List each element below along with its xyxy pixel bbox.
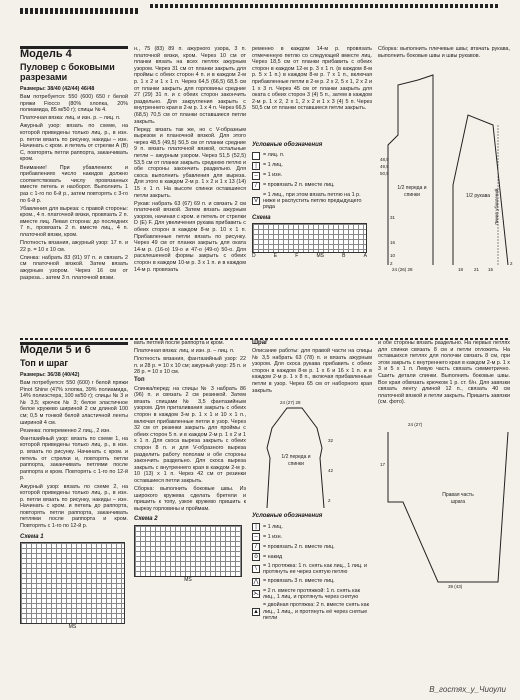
pattern-svg (378, 65, 518, 275)
legend-item: / = провязать 2 п. вместе лиц. (252, 182, 372, 190)
scheme-label: MS (184, 576, 192, 583)
paragraph: Размеры: 38/40 (42/44) 46/48 (20, 86, 95, 92)
legend-item: ▲ = двойная протяжка: 2 п. вместе снять как лиц., 1 лиц., и протянуть её через снятые петли (253, 602, 369, 622)
dimension-label: 31 (390, 215, 396, 221)
legend-symbol: ⋀ (253, 578, 259, 585)
legend-symbol: / (252, 182, 260, 190)
top-pattern-diagram (252, 398, 372, 513)
paragraph: Спинка: набрать 83 (91) 97 п. и связать 2 см платочной вязкой. Затем вязать ажурным узором. Через 16 см от разреза... затем 3 п. платочной вязки. (20, 254, 128, 281)
legend-symbol: – (252, 172, 260, 180)
model4-scheme-grid (252, 223, 367, 253)
dimension-label: 2 (510, 261, 513, 267)
shrug-outline (388, 432, 508, 582)
pattern-label: 1/2 переда и спинки (397, 185, 427, 198)
paragraph: Плотность вязания, ажурный узор: 17 п. и 22 р. = 10 х 10 см. (20, 240, 128, 253)
paragraph: ременно в каждом 14-м р. провязать отмеченную петлю со следующей вместе лиц. Через 18,5 см от планки прибавить с обеих сторон в каждом 12-м р. 3 х 1 п. (в каждом 8-м р. 5 х 1 п.) в каждом 8-м р. 7 х 1 п., включая прибавленные петли в 2-м р. 2 х 2, 5 х 1, 2 х 2 и 1 х 3 п. Через 45 см от планки закрыть для оката с обеих сторон 3 (4) 5 п., затем в каждом 2-м р. 1 х 2, 2 х 1, 2 х 2 и 1 х 3 (4) 5 п. Через 50,5 см от планки оставшиеся петли закрыть. (252, 46, 372, 112)
scheme1-title: Схема 1 (20, 533, 44, 540)
dimension-label: 49,5 (380, 164, 389, 170)
dimension-label: 15 (488, 267, 494, 273)
top-decoration (150, 4, 500, 8)
paragraph: Ажурный узор: вязать по схеме 2, на которой приведены только лиц. р., в изн. р. петли вязать по рисунку, накиды – изн. Начинать с кром. и петель до раппорта, повторять петли раппорта, заканчивать петлями после раппорта и кром. Повторять с 1-го по 12-й р. (20, 483, 128, 530)
paragraph: Платочная вязка: лиц. и изн. р. – лиц. п. (134, 348, 235, 355)
dimension-label: 16 (390, 240, 396, 246)
legend-item: ⋋ = 2 п. вместе протяжкой: 1 п. снять как лиц., 1 лиц. и протянуть через снятую (253, 587, 360, 601)
paragraph: Вам потребуется: 550 (600) 650 г белой пряжи Fiocco (80% хлопка, 20% полиамида, 85 м/50 г); спицы № 4. (20, 94, 128, 114)
dimension-label: 39 (43) (448, 583, 463, 589)
legend-symbol: ▲ (253, 609, 259, 616)
shrug-pattern-diagram (378, 412, 510, 592)
dimension-label: 32 (328, 438, 334, 444)
legend-item: = лиц. п. (252, 152, 372, 160)
paragraph: Ажурный узор: вязать по схеме, на которой приведены только лиц. р., в изн. р. петли вязать по рисунку, накиды – изн. Начинать с кром. и петель от стрелки А (В) С, повторять петли раппорта, заканчивать кром. (20, 123, 128, 163)
model56-col-3 (252, 340, 372, 684)
section-heading: Топ (134, 377, 145, 384)
legend-symbol: | (252, 162, 260, 170)
model4-scheme-title: Схема (252, 214, 271, 221)
scheme-label: MS (68, 624, 77, 631)
top-decoration (20, 8, 140, 14)
paragraph: Резинка: попеременно 2 лиц., 2 изн. (20, 427, 111, 434)
scheme2-title: Схема 2 (134, 516, 158, 523)
paragraph: Описание работы: для правой части на спицы № 3,5 набрать 63 (78) п. и вязать ажурным узором. Для скоса рукава прибавить с обеих сторон в каждом 8-м р. 1 х 6 и 16 х 1 п. и в каждом 2-м р. 1 х 8 п., включая прибавленные петли в узор. Через 65 см от наборного края закрыть (252, 348, 372, 394)
legend-symbol: / (252, 543, 260, 551)
model56-col-4 (378, 340, 510, 684)
dimension-label: 10 (390, 253, 396, 259)
model4-col-4 (378, 46, 513, 334)
model56-col-1 (20, 344, 128, 684)
pattern-label: Линия убавлений (494, 188, 499, 226)
dimension-label: 24 (27) (408, 421, 423, 427)
paragraph: Плотность вязания, фантазийный узор: 22 п. и 28 р. = 10 х 10 см; ажурный узор: 25 п. и 28 р. = 10 х 10 см. (134, 356, 246, 376)
legend-item: o = накид (252, 553, 372, 561)
legend-item: ⋀ = провязать 3 п. вместе лиц. (253, 578, 335, 585)
paragraph: Спинка/перед: на спицы № 3 набрать 86 (96) п. и связать 2 см резинкой. Затем вязать спицами № 3,5 фантазийным узором. Для приталивания закрыть с обеих сторон в каждом 3-м р. 1 х 1 и 10 х 1 п., включая прибавленные петли в узор. Через 32 см от резинки закрыть для проймы с обеих сторон 5 п. и в каждом 2-м р. 1 х 2 и 1 х 1 п. Для скоса выреза закрыть с обеих сторон 8 п. и для V-образного выреза разделить работу пополам и обе стороны закончить раздельно. Для скоса выреза закрыть с внутреннего края в каждом 2-м р. 10 (13) х 1 п. Через 42 см от резинки оставшиеся петли закрыть. (134, 385, 246, 484)
dimension-label: 50,5 (380, 171, 389, 177)
legend-symbol: o (252, 553, 260, 561)
paragraph: Сборка: выполнить боковые швы. Из широкого кружева сделать бретели и пришить к топу, узкое кружево пришить к вырезу горловины и проймам. (134, 485, 246, 512)
legend-item: | = 1 лиц. (252, 523, 372, 531)
front-back-outline (388, 75, 433, 265)
legend-symbol: V (253, 198, 258, 205)
scheme2-grid (134, 525, 242, 577)
paragraph: Размеры: 36/38 (40/42) (20, 372, 80, 378)
paragraph: н., 75 (83) 89 п. ажурного узора, 3 п. платочной вязки, кром. Через 10 см от планки вязать на всех петлях ажурным узором. Через 31 см от планки закрыть для проймы с обеих сторон 4 п. и в каждом 2-м р. 1 х 2 и 1 х 1 п. Через 64,5 (66,5) 68,5 см от планки закрыть для горловины средние 27 (29) 31 п. и с обеих сторон закончить раздельно. Для закругления закрыть с внутреннего края в 2-м р. 1 х 4 п. Через 66,5 (68,5) 70,5 см от планки оставшиеся петли закрыть. (134, 46, 246, 125)
model4-title: Модель 4 (20, 48, 72, 60)
model4-col-2 (134, 46, 246, 334)
pattern-label: 1/2 рукава (465, 193, 491, 200)
dimension-label: 24 (26) 28 (392, 267, 413, 273)
paragraph: Внимание! При убавлениях и прибавлениях число накидов должно соответствовать числу провязанных вместе петель и наоборот. Выполнить 1 раз с 1-го по 6-й р., затем повторять с 3-го по 6-й р. (20, 164, 128, 204)
legend-item: / = провязать 2 п. вместе лиц. (252, 543, 372, 551)
legend-item: \ = 1 протяжка: 1 п. снять как лиц., 1 лиц. и протянуть ее через снятую петлю (252, 563, 372, 576)
paragraph: Перед: вязать так же, но с V-образным вырезом и планочной вязкой. Для этого через 48,5 (49,5) 50,5 см от планки средние 9 п. вязать платочной вязкой, остальные петли – ажурным узором. Через 51,5 (52,5) 53,5 см от планки закрыть среднюю петлю и обе стороны закончить раздельно. Для скоса выполнить убавления для выреза. Для этого в каждом 2-м р. 1 х 2 и 1 х 13 (14) 15 х 1 п. На высоте спинки оставшиеся петли закрыть. (134, 126, 246, 199)
paragraph: Фантазийный узор: вязать по схеме 1, на которой приведены только лиц. р., в изн. р. вязать по рисунку. Начинать с кром. и петель от стрелки и, повторять петли раппорта, заканчивать петлями после раппорта и кром. Повторять с 1-го по 12-й р. (20, 435, 128, 482)
pattern-label: Правая часть шрага (442, 491, 474, 505)
legend-symbol: \ (252, 565, 260, 573)
pattern-label: 1/2 переда и спинки (281, 454, 311, 467)
dimension-label: 2 (390, 261, 393, 267)
dimension-label: 42 (328, 468, 334, 474)
model56-subtitle: Топ и шраг (20, 358, 69, 368)
model56-col-2 (134, 340, 246, 684)
legend-symbol: | (252, 523, 260, 531)
dimension-label: 24 (27) 28 (280, 400, 301, 406)
legend-item: – = 1 изн. (252, 533, 372, 541)
model4-legend-title: Условные обозначения (252, 141, 323, 148)
model56-title: Модели 5 и 6 (20, 344, 91, 356)
legend-item: | = 1 лиц. (252, 162, 372, 170)
scheme-labels: D E F MS B A (252, 253, 367, 260)
model4-pattern-diagram (378, 65, 513, 275)
paragraph: Вам потребуется: 550 (600) г белой пряжи Pinot Shine (47% хлопка, 39% полиамида, 14% полиэстера, 100 м/50 г); спицы № 3 и № 3,5; крючок № 3; белое эластичное белое кружево шириной 2 см длиной 100 см; 0,5 м тонкой белой эластичной ленты шириной 4 см. (20, 380, 128, 426)
legend-symbol: – (252, 533, 260, 541)
model56-legend-title: Условные обозначения (252, 513, 323, 520)
dimension-label: 18 (458, 267, 464, 273)
model4-col-1 (20, 48, 128, 334)
dimension-label: 21 (474, 267, 480, 273)
paragraph: Рукав: набрать 63 (67) 69 п. и связать 2 см платочной вязкой. Затем вязать ажурным узором, начиная с кром. и петель от стрелки D (E) F. Для увеличения рукава прибавить с обеих сторон в каждом 8-м р. 10 х 1 п. Прибавленные петли вязать по рисунку. Через 49 см от планки закрыть для оката 14-м р. (16-о) 19-о и 47-о (49-о) 50-о. Для расклешенной формы закрыть с обеих сторон в каждом 10-м р. 3 х 1 п. и в каждом 14-м р. провязать (134, 200, 246, 273)
paragraph: Платочная вязка: лиц. и изн. р. – лиц. п. (20, 115, 121, 122)
watermark: В_гостях_у_Чиоули (429, 685, 506, 694)
legend-symbol: ⋋ (253, 591, 259, 598)
paragraph: Сборка: выполнить плечевые швы; втачать рукава, выполнить боковые швы и швы рукавов. (378, 46, 510, 59)
paragraph: вать петлей после раппорта и кром. (134, 340, 225, 346)
legend-item: V = 1 лиц., при этом вязать петлю на 1 р. ниже и распустить петлю предыдущего ряда (253, 191, 362, 211)
model4-col-3 (252, 46, 372, 334)
legend-symbol (252, 152, 260, 160)
dimension-label: 2 (328, 498, 331, 504)
paragraph: Убавления для выреза: с правой стороны: кром., 4 п. платочной вязки, провязать 2 п. вместе лиц. Левая сторона: до последних 7 п., провязать 2 п. вместе лиц., 4 п. платочной вязки, кром. (20, 205, 128, 238)
dimension-label: 48,5 (380, 157, 389, 163)
dimension-label: 17 (380, 461, 386, 467)
section-heading: Шраг (252, 340, 268, 346)
paragraph: и обе стороны вязать раздельно. На первых петлях для спинки связать 8 см и петли отложить. На оставшихся петлях для полочки связать 8 см, при этом закрыть с внутреннего края в каждом 2-м р. 1 х 3 и 5 х 1 п. Левую часть связать симметрично. Сшить детали спинки. Выполнить боковые швы. Все края обвязать крючком 1 р. ст. б/н. Для завязки связать ленту длиной 12 п., связать 40 см платочной вязкой и петли закрыть. Пришить завязки (см. фото). (378, 340, 510, 406)
scheme1-grid (20, 542, 125, 624)
legend-item: – = 1 изн. (252, 172, 372, 180)
model4-subtitle: Пуловер с боковыми разрезами (20, 62, 115, 82)
